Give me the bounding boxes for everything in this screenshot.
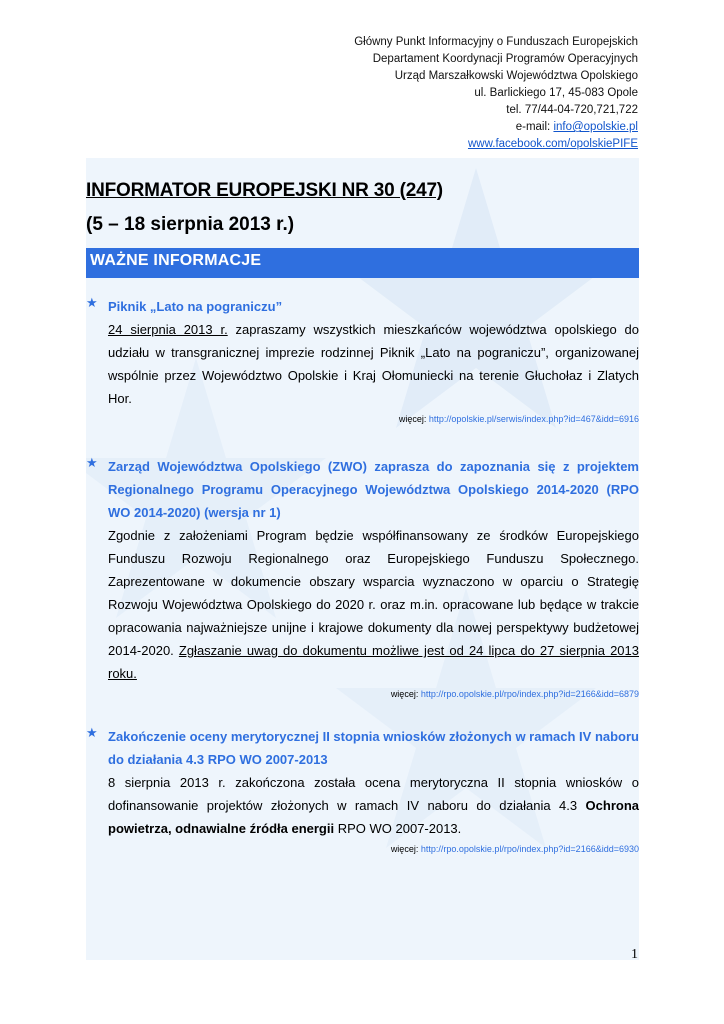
- more-label: więcej:: [390, 844, 421, 854]
- news-item: [86, 295, 639, 426]
- star-bullet-icon: ★: [86, 455, 98, 470]
- more-link-line: [86, 412, 639, 426]
- page-number: 1: [631, 947, 638, 962]
- email-label: e-mail:: [515, 121, 554, 133]
- more-link-line: [86, 687, 639, 701]
- news-item-heading: Zarząd Województwa Opolskiego (ZWO) zaprasza do zapoznania się z projektem Regionalnego Programu Operacyjnego Województwa Opolskiego 2014-2020 (RPO WO 2014-2020) (wersja nr 1): [108, 459, 639, 520]
- news-item: [86, 725, 639, 856]
- more-link[interactable]: http://opolskie.pl/serwis/index.php?id=467&idd=6916: [428, 414, 639, 424]
- contact-line-1: Główny Punkt Informacyjny o Funduszach Europejskich: [354, 36, 638, 48]
- contact-line-3: Urząd Marszałkowski Województwa Opolskiego: [394, 70, 638, 82]
- news-item-text: zapraszamy wszystkich mieszkańców województwa opolskiego do udziału w transgranicznej imprezie rodzinnej Piknik „Lato na pograniczu”, organizowanej wspólnie przez Województwo Opolskie i Kraj Ołomuniecki na terenie Głuchołaz i Zlatych Hor.: [108, 322, 639, 406]
- star-bullet-icon: ★: [86, 725, 98, 740]
- contact-line-4: ul. Barlickiego 17, 45-083 Opole: [474, 87, 638, 99]
- news-item-heading: Zakończenie oceny merytorycznej II stopnia wniosków złożonych w ramach IV naboru do działania 4.3 RPO WO 2007-2013: [108, 729, 639, 767]
- contact-block: [354, 34, 638, 153]
- more-link[interactable]: http://rpo.opolskie.pl/rpo/index.php?id=2166&idd=6879: [420, 689, 639, 699]
- news-item: [86, 455, 639, 701]
- news-item-body: [108, 318, 639, 410]
- facebook-link[interactable]: www.facebook.com/opolskiePIFE: [467, 138, 638, 150]
- page-subtitle: (5 – 18 sierpnia 2013 r.): [86, 214, 295, 235]
- email-link[interactable]: info@opolskie.pl: [553, 121, 638, 133]
- more-link[interactable]: http://rpo.opolskie.pl/rpo/index.php?id=2166&idd=6930: [420, 844, 639, 854]
- news-item-text: 8 sierpnia 2013 r. zakończona została ocena merytoryczna II stopnia wniosków o dofinansowanie projektów złożonych w ramach IV naboru do działania 4.3: [108, 775, 639, 813]
- contact-email-line: [354, 119, 638, 136]
- more-link-line: [86, 842, 639, 856]
- more-label: więcej:: [398, 414, 429, 424]
- section-header: WAŻNE INFORMACJE: [86, 248, 639, 278]
- news-item-heading: Piknik „Lato na pograniczu”: [108, 299, 283, 314]
- news-item-date: 24 sierpnia 2013 r.: [108, 322, 228, 337]
- contact-line-5: tel. 77/44-04-720,721,722: [506, 104, 638, 116]
- news-item-deadline: Zgłaszanie uwag do dokumentu możliwe jest od 24 lipca do 27 sierpnia 2013 roku.: [108, 643, 639, 681]
- news-item-body: [108, 771, 639, 840]
- star-bullet-icon: ★: [86, 295, 98, 310]
- more-label: więcej:: [390, 689, 421, 699]
- contact-line-2: Departament Koordynacji Programów Operacyjnych: [372, 53, 638, 65]
- news-item-text-end: RPO WO 2007-2013.: [334, 821, 462, 836]
- page-title: INFORMATOR EUROPEJSKI NR 30 (247): [86, 180, 443, 201]
- news-item-body: [108, 524, 639, 685]
- contact-facebook-line: [354, 136, 638, 153]
- news-item-text: Zgodnie z założeniami Program będzie współfinansowany ze środków Europejskiego Funduszu Rozwoju Regionalnego oraz Europejskiego Funduszu Społecznego. Zaprezentowane w dokumencie obszary wsparcia wyznaczono w oparciu o Strategię Rozwoju Województwa Opolskiego do 2020 r. oraz m.in. opracowane lub będące w trakcie opracowania najważniejsze unijne i krajowe dokumenty dla nowej perspektywy budżetowej 2014-2020.: [108, 528, 639, 658]
- news-item-action-name: Ochrona powietrza, odnawialne źródła energii: [108, 798, 639, 836]
